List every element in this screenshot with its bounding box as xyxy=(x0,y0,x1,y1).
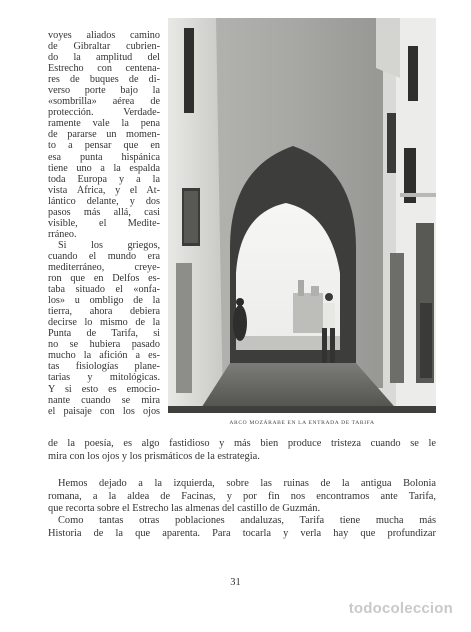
text-line: tarias y mitológicas. xyxy=(48,372,160,384)
text-line: res de buques de di- xyxy=(48,74,160,86)
text-line: tierra, ahora debiera xyxy=(48,306,160,318)
watermark-logo: todocoleccion xyxy=(348,600,453,617)
left-text-column xyxy=(48,30,160,417)
text-line: Historia de la que aparenta. Para tocarla y verla hay que profundizar xyxy=(48,527,436,539)
text-line: verso porte bajo la xyxy=(48,85,160,97)
text-line: Hemos dejado a la izquierda, sobre las ruinas de la antigua Bolonia xyxy=(58,478,436,489)
text-line: pasos más allá, casi xyxy=(48,206,160,218)
paragraph-continuation xyxy=(48,438,436,463)
text-line: ron que en Delfos es- xyxy=(48,273,160,285)
text-line: mucho la afición a es- xyxy=(48,350,160,362)
text-line: lántico delante, y dos xyxy=(48,195,160,207)
text-line: taba situado el «onfa- xyxy=(48,284,160,296)
text-line: Como tantas otras poblaciones andaluzas, Tarifa tiene mucha más xyxy=(58,515,436,526)
text-line: «sombrilla» aérea de xyxy=(48,96,160,108)
text-line: de pararse un momen- xyxy=(48,129,160,141)
text-line: visible, el Medite- xyxy=(48,217,160,229)
text-line: do la amplitud del xyxy=(48,52,160,64)
text-line: de Gibraltar cubrien- xyxy=(48,41,160,53)
text-line: tas fisiologías plane- xyxy=(48,361,160,373)
text-line: Estrecho con centena- xyxy=(48,63,160,75)
archway-photo xyxy=(168,18,436,413)
text-line: Si los griegos, xyxy=(58,239,160,251)
text-line: romana, a la aldea de Facinas, y por fin nos encontramos ante Tarifa, xyxy=(48,490,436,502)
text-line: tiene uno a la espalda xyxy=(48,162,160,174)
text-line: vista África, y el At- xyxy=(48,184,160,196)
text-line: toda Europa y a la xyxy=(48,173,160,185)
text-line: nante cuando se mira xyxy=(48,394,160,406)
text-line: mediterráneo, creye- xyxy=(48,261,160,273)
text-line: to a pensar que en xyxy=(48,140,160,152)
paragraph-bolonia xyxy=(48,478,436,516)
text-line: ramente vale la pena xyxy=(48,118,160,130)
paragraph-tarifa xyxy=(48,515,436,540)
text-line: los» u ombligo de la xyxy=(48,295,160,307)
text-line: esa punta hispánica xyxy=(48,151,160,163)
text-line: rráneo. xyxy=(48,228,77,240)
photo-caption: ARCO MOZÁRABE EN LA ENTRADA DE TARIFA xyxy=(229,420,375,426)
text-line: mira con los ojos y los prismáticos de la estrategia. xyxy=(48,450,260,462)
page-number: 31 xyxy=(230,577,241,588)
text-line: Y si esto es emocio- xyxy=(48,383,160,395)
text-line: de la poesía, es algo fastidioso y más bien produce tristeza cuando se le xyxy=(48,438,436,449)
text-line: el paisaje con los ojos xyxy=(48,405,160,417)
text-line: no se hubiera pasado xyxy=(48,339,160,351)
text-line: protección. Verdade- xyxy=(48,107,160,119)
text-line: decirse lo mismo de la xyxy=(48,317,160,329)
text-line: cuando el mundo era xyxy=(48,250,160,262)
text-line: voyes aliados camino xyxy=(48,30,160,41)
text-line: que recorta sobre el Estrecho las almenas del castillo de Guzmán. xyxy=(48,503,321,515)
text-line: Punta de Tarifa, si xyxy=(48,328,160,340)
